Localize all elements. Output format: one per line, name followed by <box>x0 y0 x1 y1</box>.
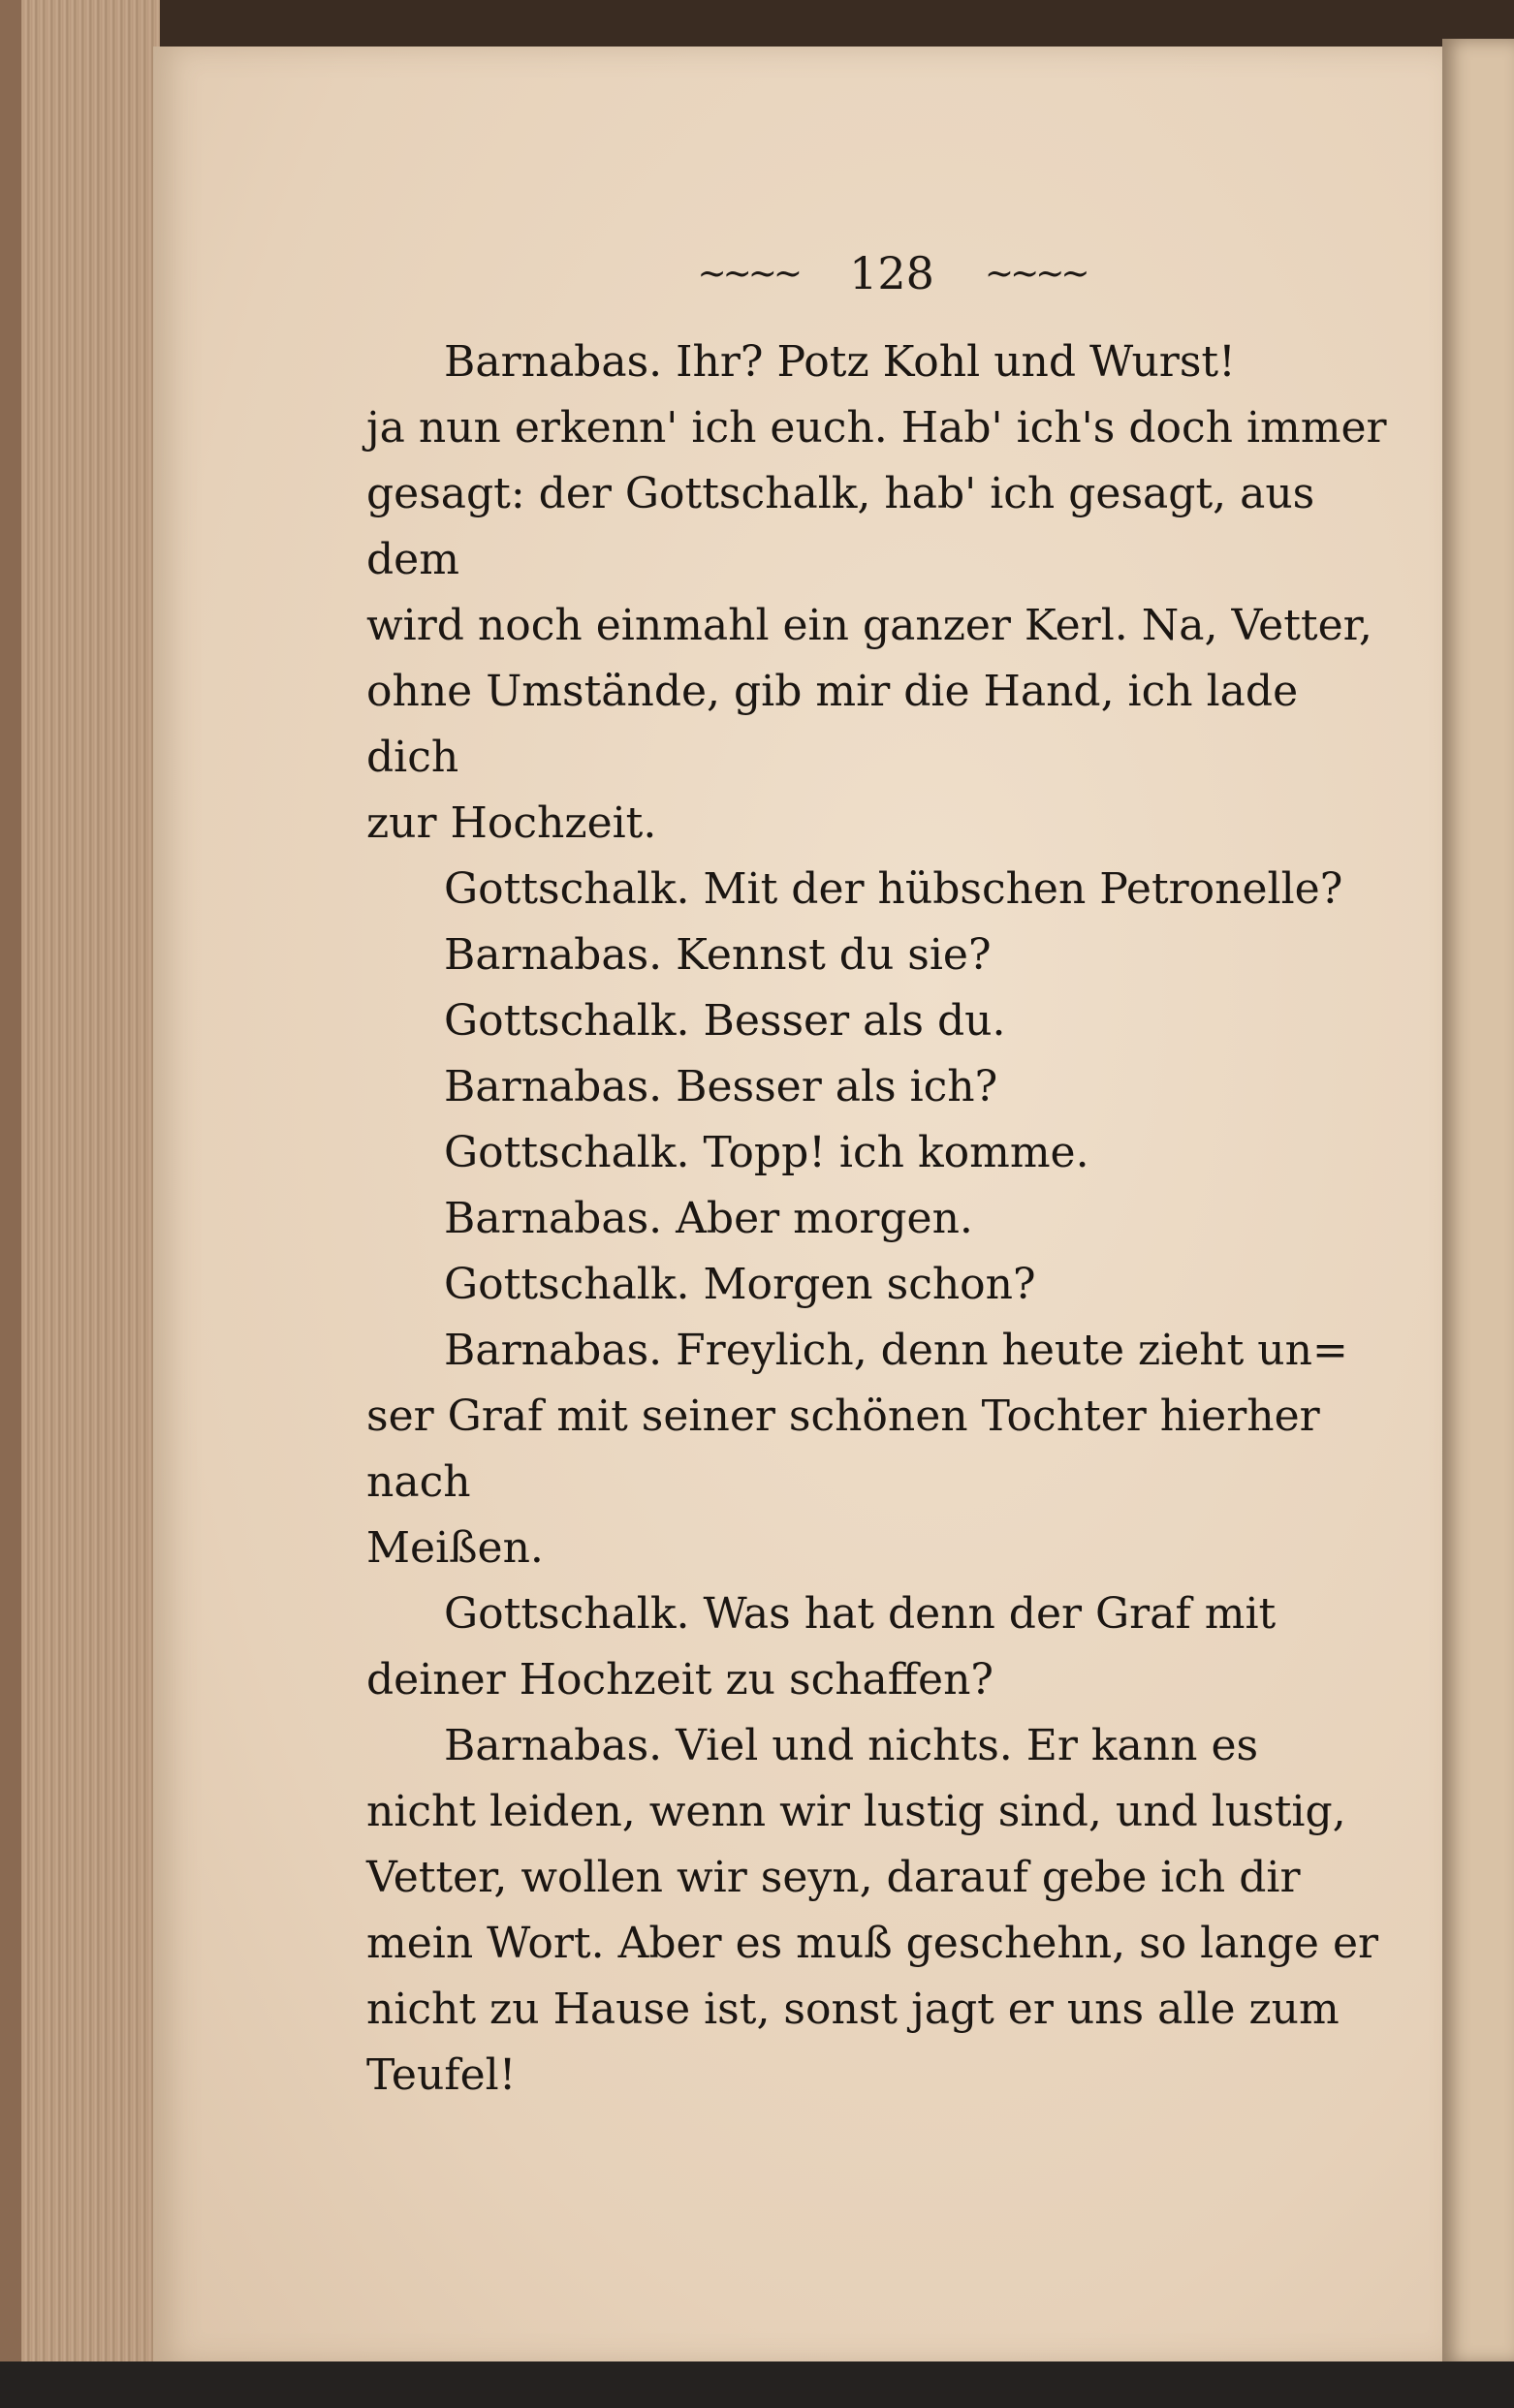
text-line <box>366 593 1394 659</box>
speaker-name: Barnabas. <box>444 1721 663 1770</box>
line-text: Besser als du. <box>689 996 1006 1046</box>
text-line <box>366 461 1394 593</box>
speaker-name: Barnabas. <box>444 930 663 980</box>
text-line <box>366 923 1394 988</box>
book-cover-edge <box>0 0 21 2408</box>
speaker-name: Barnabas. <box>444 337 663 387</box>
text-line <box>366 1384 1394 1516</box>
text-line <box>366 791 1394 857</box>
line-text: Mit der hübschen Petronelle? <box>689 864 1343 914</box>
line-text: wird noch einmahl ein ganzer Kerl. Na, Vetter, <box>366 601 1372 650</box>
text-line <box>366 1581 1394 1647</box>
text-line <box>366 659 1394 791</box>
bottom-band <box>0 2361 1514 2408</box>
speaker-name: Gottschalk. <box>444 996 690 1046</box>
line-text: zur Hochzeit. <box>366 798 657 848</box>
line-text: Besser als ich? <box>662 1062 998 1111</box>
text-line <box>366 1713 1394 1779</box>
text-line <box>366 1845 1394 1911</box>
speaker-name: Gottschalk. <box>444 864 690 914</box>
line-text: Ihr? Potz Kohl und Wurst! <box>662 337 1236 387</box>
page-header <box>678 244 1105 302</box>
line-text: Kennst du sie? <box>662 930 992 980</box>
line-text: ohne Umstände, gib mir die Hand, ich lade dich <box>366 667 1299 782</box>
text-line <box>366 395 1394 461</box>
ornament-right: ~~~~ <box>984 253 1087 294</box>
text-line <box>366 2043 1394 2109</box>
top-band <box>0 0 1514 48</box>
text-line <box>366 1516 1394 1581</box>
line-text: mein Wort. Aber es muß geschehn, so lange er <box>366 1919 1379 1968</box>
line-text: nicht leiden, wenn wir lustig sind, und lustig, <box>366 1787 1346 1836</box>
text-line <box>366 1977 1394 2043</box>
text-line <box>366 1252 1394 1318</box>
line-text: Teufel! <box>366 2050 517 2100</box>
line-text: nicht zu Hause ist, sonst jagt er uns alle zum <box>366 1985 1340 2034</box>
line-text: Topp! ich komme. <box>689 1128 1089 1177</box>
text-line <box>366 1054 1394 1120</box>
book-page-edges <box>0 0 160 2408</box>
text-line <box>366 1779 1394 1845</box>
line-text: Was hat denn der Graf mit <box>689 1589 1277 1639</box>
speaker-name: Barnabas. <box>444 1194 663 1243</box>
line-text: Vetter, wollen wir seyn, darauf gebe ich dir <box>366 1853 1301 1902</box>
page-number: 128 <box>849 247 934 299</box>
speaker-name: Barnabas. <box>444 1326 663 1375</box>
speaker-name: Barnabas. <box>444 1062 663 1111</box>
page-text <box>366 329 1394 2109</box>
text-line <box>366 857 1394 923</box>
speaker-name: Gottschalk. <box>444 1260 690 1309</box>
speaker-name: Gottschalk. <box>444 1589 690 1639</box>
line-text: Morgen schon? <box>689 1260 1036 1309</box>
speaker-name: Gottschalk. <box>444 1128 690 1177</box>
line-text: Viel und nichts. Er kann es <box>662 1721 1259 1770</box>
line-text: Aber morgen. <box>662 1194 973 1243</box>
facing-page-edge <box>1442 39 1514 2364</box>
line-text: Meißen. <box>366 1523 544 1573</box>
line-text: ser Graf mit seiner schönen Tochter hierher nach <box>366 1392 1320 1507</box>
text-line <box>366 329 1394 395</box>
line-text: Freylich, denn heute zieht un= <box>662 1326 1348 1375</box>
text-line <box>366 1186 1394 1252</box>
ornament-left: ~~~~ <box>697 253 800 294</box>
text-line <box>366 1911 1394 1977</box>
text-line <box>366 1318 1394 1384</box>
line-text: deiner Hochzeit zu schaffen? <box>366 1655 994 1704</box>
text-line <box>366 988 1394 1054</box>
line-text: gesagt: der Gottschalk, hab' ich gesagt, aus dem <box>366 469 1315 584</box>
text-line <box>366 1647 1394 1713</box>
text-line <box>366 1120 1394 1186</box>
line-text: ja nun erkenn' ich euch. Hab' ich's doch immer <box>366 403 1387 453</box>
